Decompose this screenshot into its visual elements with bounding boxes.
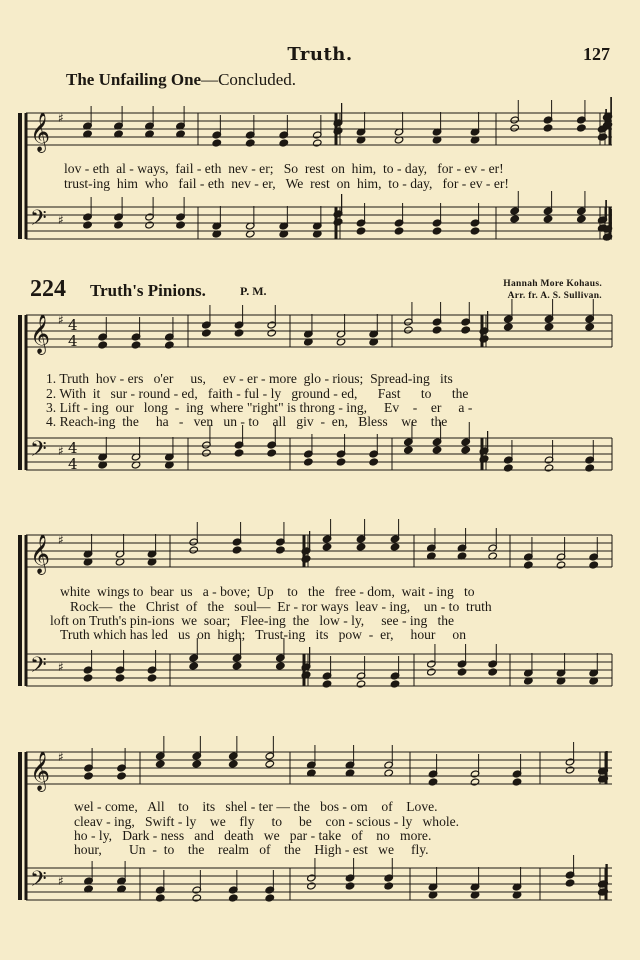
time-signature: 4 [68,439,78,457]
note-head [369,458,378,466]
time-signature: 4 [68,316,78,334]
note-head [229,760,238,768]
note-head [265,894,274,902]
note-head [524,561,533,569]
page-number: 127 [583,44,610,64]
bass-clef: 𝄢 [30,653,47,683]
note-head [585,323,594,331]
note-head [585,464,594,472]
note-head [246,139,255,147]
note-head [229,894,238,902]
note-head [384,882,393,890]
note-head [145,221,154,229]
note-head [307,882,316,890]
note-head [543,215,552,223]
note-head [276,662,285,670]
note-head [510,215,519,223]
note-head [356,543,365,551]
sharp-sign: ♯ [58,874,64,888]
note-head [544,323,553,331]
note-head [577,215,586,223]
note-head [212,139,221,147]
lyric-line: 3. Lift - ing our long - ing where "right" is throng - ing, Ev - er a - [46,400,473,415]
note-head [131,341,140,349]
lyric-line: trust-ing him who fail - eth nev - er, We rest on him, to - day, for - ev - er! [64,176,509,191]
treble-clef: 𝄞 [30,112,51,152]
note-head [544,464,553,472]
sharp-sign: ♯ [58,533,64,547]
note-head [234,329,243,337]
note-head [276,546,285,554]
lyric-line: loft on Truth's pin-ions we soar; Flee-ing the low - ly, see - ing the [50,613,455,628]
lyric-line: white wings to bear us a - bove; Up to the free - dom, wait - ing to [60,584,475,599]
note-head [504,323,513,331]
arranger-credit: Arr. fr. A. S. Sullivan. [507,291,602,301]
hymn-meter: P. M. [240,284,267,298]
note-head [345,882,354,890]
note-head [147,674,156,682]
note-head [83,674,92,682]
lyric-line: 1. Truth hov - ers o'er us, ev - er - more glo - rious; Spread-ing its [46,371,453,386]
time-signature: 4 [68,332,78,350]
note-head [322,543,331,551]
note-head [461,326,470,334]
note-head [156,894,165,902]
note-head [394,227,403,235]
treble-clef: 𝄞 [30,751,51,791]
note-head [192,760,201,768]
note-head [404,446,413,454]
note-head [390,680,399,688]
lyric-line: hour, Un - to the realm of the High - est we fly. [74,842,429,857]
time-signature: 4 [68,455,78,473]
note-head [404,326,413,334]
note-head [504,464,513,472]
note-head [165,341,174,349]
lyric-line: cleav - ing, Swift - ly we fly to be con - scious - ly whole. [74,814,460,829]
note-head [232,662,241,670]
bass-clef: 𝄢 [30,206,47,236]
note-head [589,561,598,569]
note-head [432,326,441,334]
note-head [470,778,479,786]
note-head [470,227,479,235]
note-head [189,546,198,554]
hymn-title-suffix: —Concluded. [201,70,296,89]
note-head [83,221,92,229]
note-head [556,561,565,569]
sharp-sign: ♯ [58,444,64,458]
note-head [543,124,552,132]
sharp-sign: ♯ [58,660,64,674]
note-head [428,778,437,786]
sharp-sign: ♯ [58,213,64,227]
section-title: Truth. [287,44,353,65]
note-head [267,449,276,457]
note-head [322,680,331,688]
note-head [156,760,165,768]
note-head [192,894,201,902]
note-head [202,329,211,337]
bass-clef: 𝄢 [30,437,47,467]
note-head [565,879,574,887]
note-head [461,446,470,454]
note-head [313,139,322,147]
note-head [232,546,241,554]
note-head [577,124,586,132]
note-head [427,668,436,676]
hymn-number: 224 [30,276,66,302]
lyric-line: wel - come, All to its shel - ter — the bos - om of Love. [74,799,438,814]
note-head [304,458,313,466]
note-head [510,124,519,132]
note-head [488,668,497,676]
sharp-sign: ♯ [58,313,64,327]
treble-clef: 𝄞 [30,314,51,354]
note-head [176,221,185,229]
lyric-line: 4. Reach-ing the ha - ven un - to all giv - en, Bless we the [46,414,448,429]
bass-clef: 𝄢 [30,867,47,897]
note-head [279,139,288,147]
treble-clef: 𝄞 [30,534,51,574]
note-head [432,227,441,235]
author-credit: Hannah More Kohaus. [503,279,602,289]
note-head [115,674,124,682]
note-head [432,446,441,454]
note-head [234,449,243,457]
note-head [356,227,365,235]
lyric-line: Rock— the Christ of the soul— Er - ror ways leav - ing, un - to truth [70,599,492,614]
note-head [390,543,399,551]
note-head [457,668,466,676]
lyric-line: ho - ly, Dark - ness and death we par - take of no more. [74,828,432,843]
note-head [202,449,211,457]
lyric-line: 2. With it sur - round - ed, faith - ful - ly ground - ed, Fast to the [46,386,469,401]
sharp-sign: ♯ [58,111,64,125]
lyric-line: lov - eth al - ways, fail - eth nev - er; So rest on him, to - day, for - ev - er! [64,161,504,176]
note-head [117,772,126,780]
note-head [84,772,93,780]
sharp-sign: ♯ [58,750,64,764]
note-head [265,760,274,768]
note-head [267,329,276,337]
note-head [336,458,345,466]
note-head [356,680,365,688]
note-head [114,221,123,229]
hymn-title: Truth's Pinions. [90,281,206,300]
hymn-title-bold: The Unfailing One [66,70,202,89]
note-head [98,341,107,349]
note-head [189,662,198,670]
note-head [565,766,574,774]
lyric-line: Truth which has led us on high; Trust-ing its pow - er, hour on [60,627,467,642]
note-head [512,778,521,786]
